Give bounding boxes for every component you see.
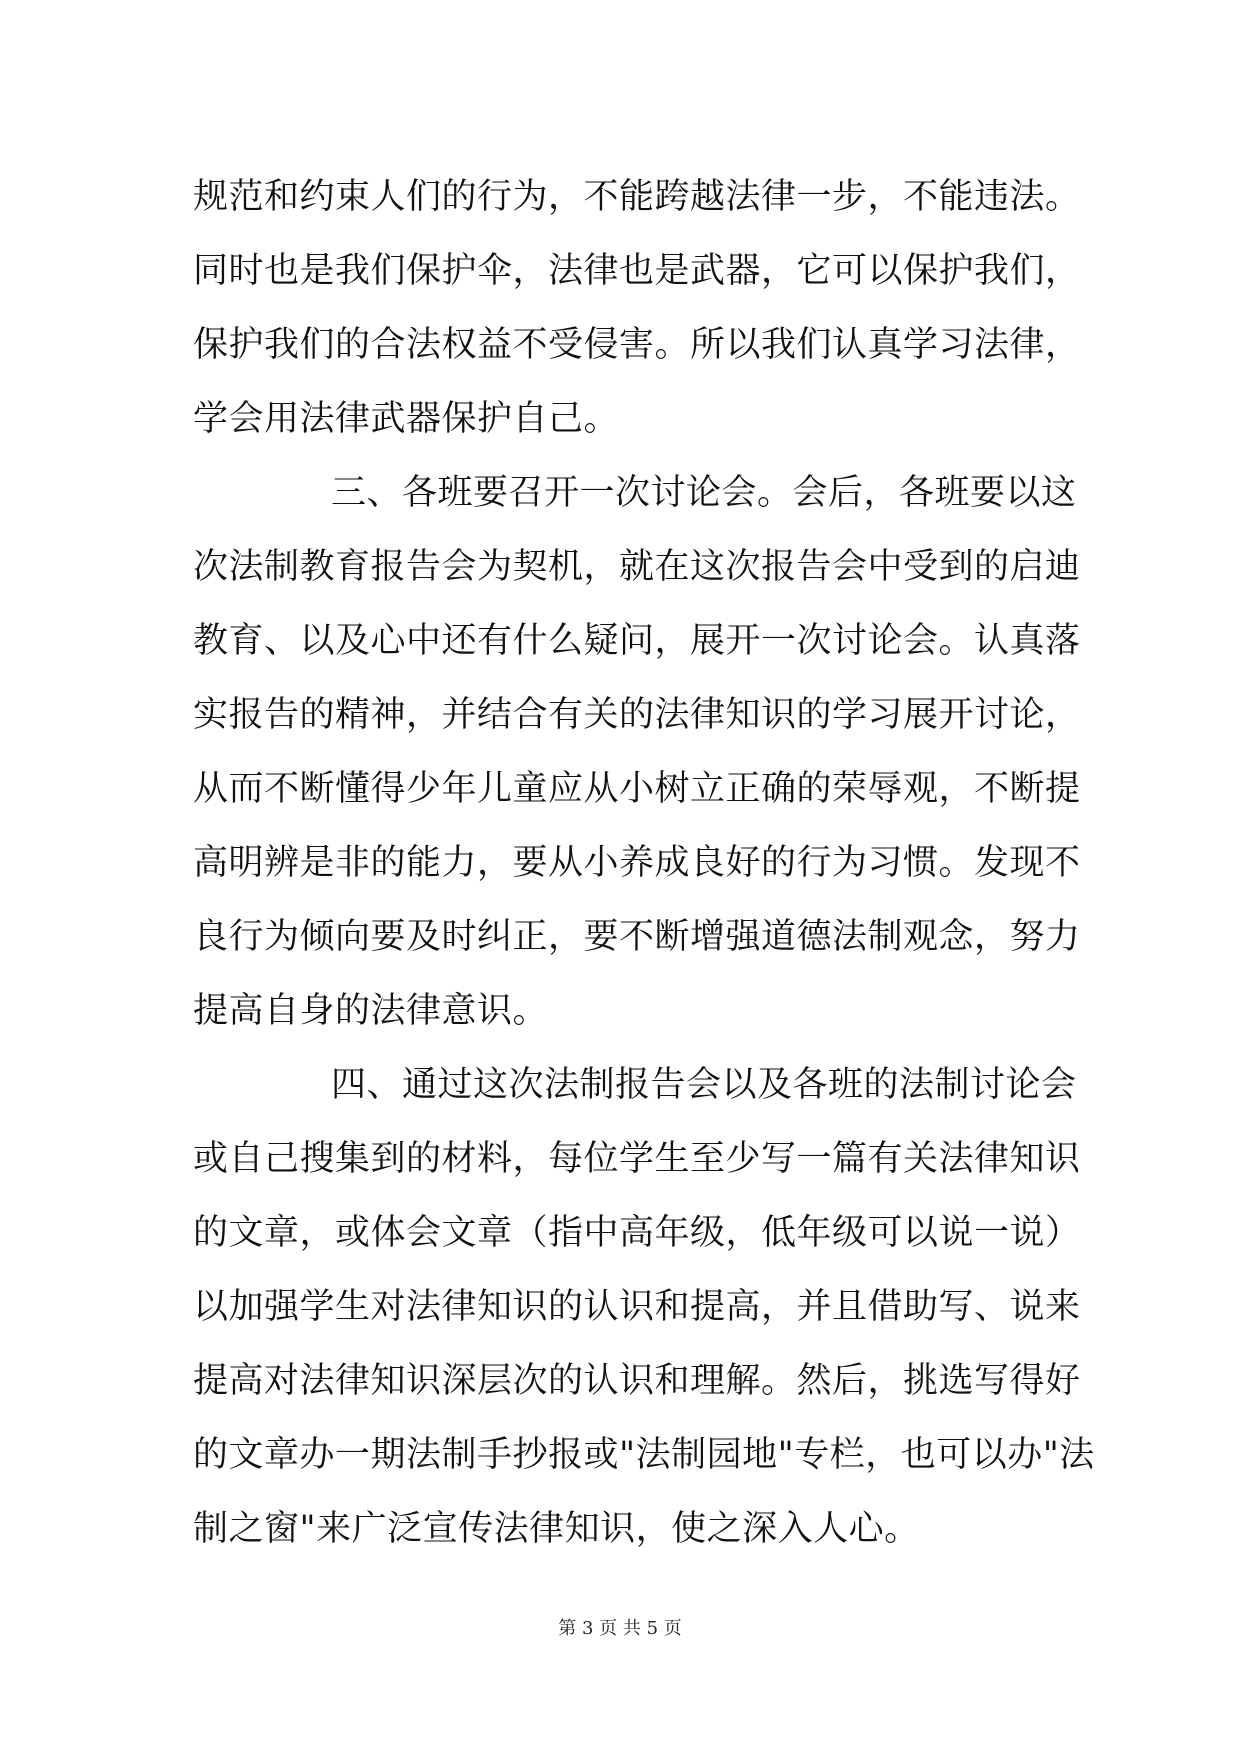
paragraph-line: 以加强学生对法律知识的认识和提高，并且借助写、说来 xyxy=(193,1287,1081,1327)
page-number-footer: 第 3 页 共 5 页 xyxy=(558,1618,682,1639)
paragraph-line: 高明辨是非的能力，要从小养成良好的行为习惯。发现不 xyxy=(193,843,1081,883)
paragraph-line: 实报告的精神，并结合有关的法律知识的学习展开讨论， xyxy=(193,695,1081,735)
paragraph-line: 保护我们的合法权益不受侵害。所以我们认真学习法律， xyxy=(193,325,1081,365)
paragraph-line: 次法制教育报告会为契机，就在这次报告会中受到的启迪 xyxy=(193,547,1081,587)
paragraph-line: 良行为倾向要及时纠正，要不断增强道德法制观念，努力 xyxy=(193,917,1081,957)
paragraph-line: 的文章办一期法制手抄报或"法制园地"专栏，也可以办"法 xyxy=(193,1435,1095,1475)
paragraph-line: 同时也是我们保护伞，法律也是武器，它可以保护我们， xyxy=(193,251,1081,291)
paragraph-line: 提高对法律知识深层次的认识和理解。然后，挑选写得好 xyxy=(193,1361,1081,1401)
section-3-start-line: 三、各班要召开一次讨论会。会后，各班要以这 xyxy=(331,473,1077,513)
document-body xyxy=(193,160,1095,1566)
paragraph-line: 从而不断懂得少年儿童应从小树立正确的荣辱观，不断提 xyxy=(193,769,1081,809)
paragraph-line: 规范和约束人们的行为，不能跨越法律一步，不能违法。 xyxy=(193,177,1081,217)
section-4-start-line: 四、通过这次法制报告会以及各班的法制讨论会 xyxy=(331,1065,1077,1105)
paragraph-line: 制之窗"来广泛宣传法律知识，使之深入人心。 xyxy=(193,1509,920,1549)
paragraph-line: 或自己搜集到的材料，每位学生至少写一篇有关法律知识 xyxy=(193,1139,1081,1179)
paragraph-line: 的文章，或体会文章（指中高年级，低年级可以说一说） xyxy=(193,1213,1081,1253)
paragraph-line: 教育、以及心中还有什么疑问，展开一次讨论会。认真落 xyxy=(193,621,1081,661)
paragraph-line: 提高自身的法律意识。 xyxy=(193,991,549,1031)
paragraph-line: 学会用法律武器保护自己。 xyxy=(193,399,620,439)
